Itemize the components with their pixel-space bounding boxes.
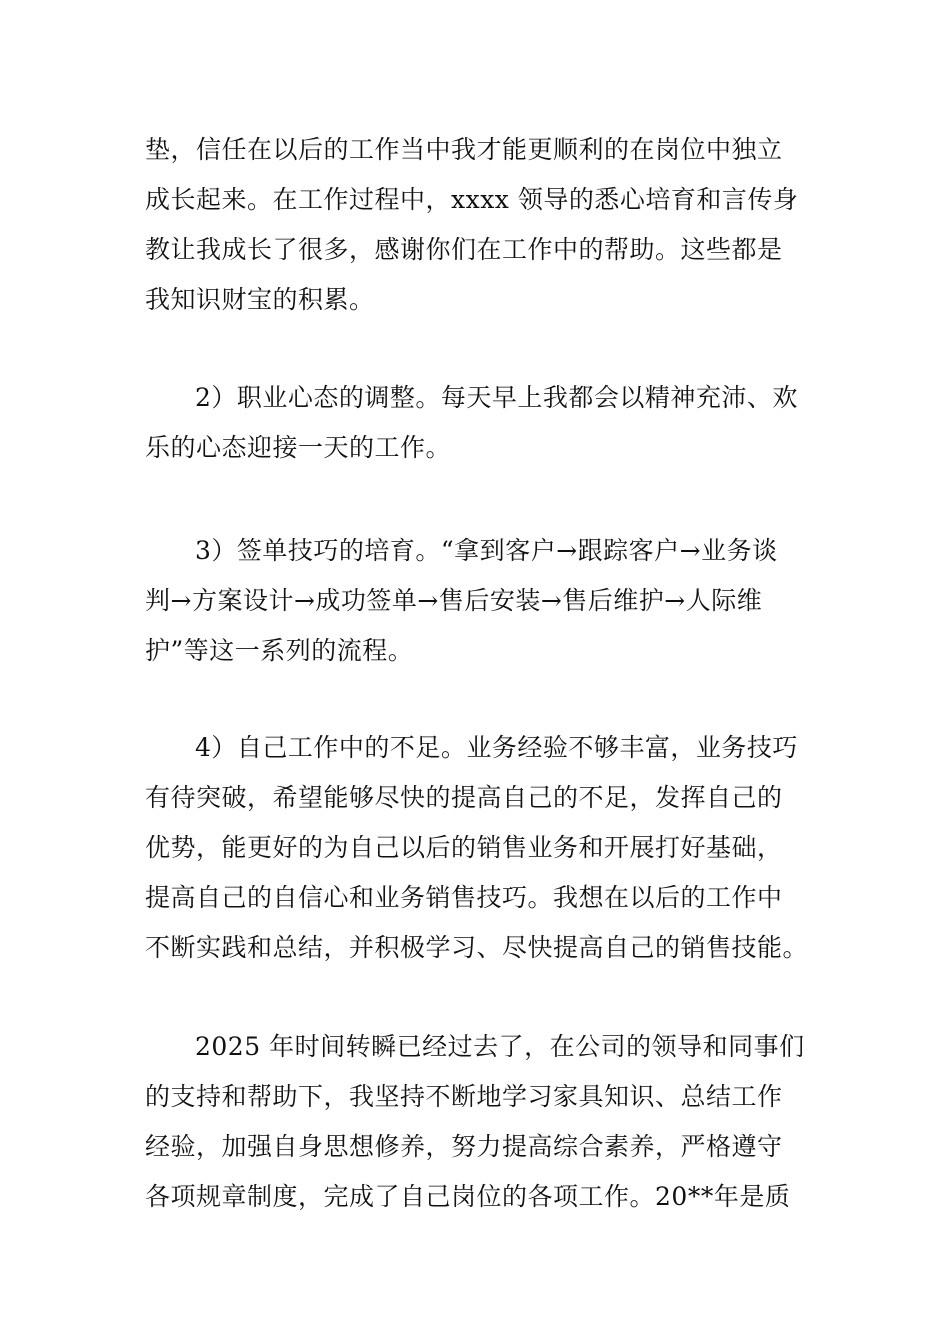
text-line: 提高自己的自信心和业务销售技巧。我想在以后的工作中 (145, 883, 783, 912)
paragraph-career-mindset (145, 373, 810, 473)
text-line: 我知识财宝的积累。 (145, 285, 375, 314)
text-line: 2）职业心态的调整。每天早上我都会以精神充沛、欢 (195, 383, 798, 412)
text-line: 教让我成长了很多，感谢你们在工作中的帮助。这些都是 (145, 235, 783, 264)
text-line: 不断实践和总结，并积极学习、尽快提高自己的销售技能。 (145, 933, 809, 962)
text-line: 3）签单技巧的培育。“拿到客户→跟踪客户→业务谈 (195, 536, 778, 565)
text-line: 的支持和帮助下，我坚持不断地学习家具知识、总结工作 (145, 1082, 783, 1111)
paragraph-signing-skills (145, 526, 810, 676)
paragraph-shortcomings (145, 723, 810, 973)
text-line: 判→方案设计→成功签单→售后安装→售后维护→人际维 (145, 586, 763, 615)
text-line: 成长起来。在工作过程中，xxxx 领导的悉心培育和言传身 (145, 185, 799, 214)
text-line: 各项规章制度，完成了自己岗位的各项工作。20**年是质 (145, 1182, 791, 1211)
paragraph-year-summary (145, 1022, 810, 1222)
paragraph-continuation (145, 125, 810, 325)
text-line: 有待突破，希望能够尽快的提高自己的不足，发挥自己的 (145, 783, 783, 812)
text-line: 乐的心态迎接一天的工作。 (145, 433, 452, 462)
text-line: 垫，信任在以后的工作当中我才能更顺利的在岗位中独立 (145, 135, 783, 164)
text-line: 经验，加强自身思想修养，努力提高综合素养，严格遵守 (145, 1132, 783, 1161)
text-line: 4）自己工作中的不足。业务经验不够丰富，业务技巧 (195, 733, 798, 762)
text-line: 2025 年时间转瞬已经过去了，在公司的领导和同事们 (195, 1032, 805, 1061)
text-line: 优势，能更好的为自己以后的销售业务和开展打好基础， (145, 833, 783, 862)
text-line: 护”等这一系列的流程。 (145, 636, 414, 665)
